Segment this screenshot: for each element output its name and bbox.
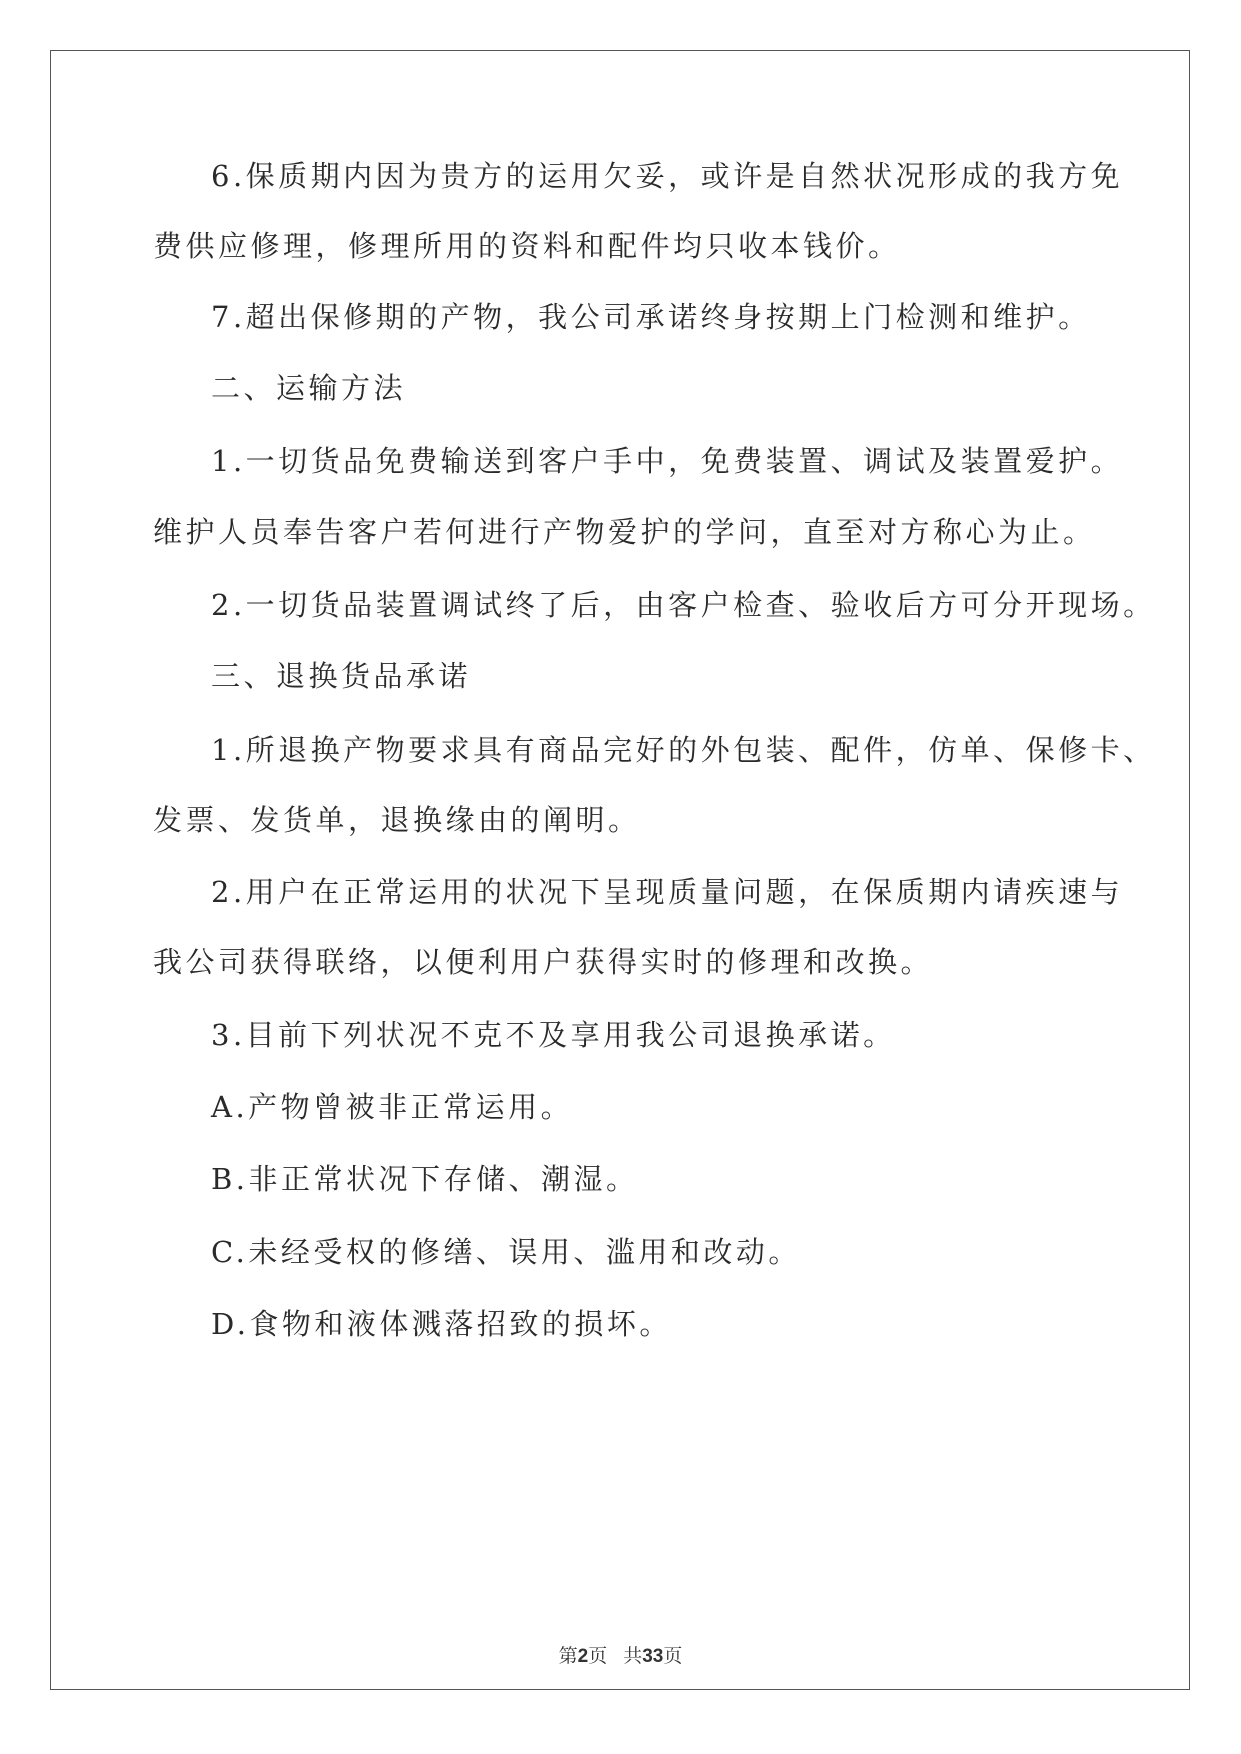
- section-heading-returns: 三、退换货品承诺: [211, 659, 472, 693]
- paragraph-transport-item-2: 2.一切货品装置调试终了后，由客户检查、验收后方可分开现场。: [211, 588, 1156, 622]
- paragraph-warranty-item-6-line-1: 6.保质期内因为贵方的运用欠妥，或许是自然状况形成的我方免: [211, 159, 1124, 193]
- paragraph-returns-item-3: 3.目前下列状况不克不及享用我公司退换承诺。: [211, 1018, 896, 1052]
- paragraph-returns-item-1-line-1: 1.所退换产物要求具有商品完好的外包装、配件，仿单、保修卡、: [211, 733, 1156, 767]
- paragraph-transport-item-1-line-1: 1.一切货品免费输送到客户手中，免费装置、调试及装置爱护。: [211, 444, 1124, 478]
- footer-page-suffix: 页: [588, 1646, 608, 1667]
- paragraph-warranty-item-7: 7.超出保修期的产物，我公司承诺终身按期上门检测和维护。: [211, 300, 1091, 334]
- list-item-a: A.产物曾被非正常运用。: [211, 1090, 574, 1124]
- list-item-c: C.未经受权的修缮、误用、滥用和改动。: [211, 1235, 801, 1269]
- paragraph-returns-item-2-line-2: 我公司获得联络，以便利用户获得实时的修理和改换。: [153, 945, 934, 979]
- page-footer: [0, 1645, 1241, 1669]
- footer-total-pages: 33: [642, 1646, 664, 1667]
- section-heading-transport: 二、运输方法: [211, 371, 407, 405]
- page-border: [50, 50, 1190, 1690]
- footer-page-prefix: 第: [558, 1646, 578, 1667]
- list-item-b: B.非正常状况下存储、潮湿。: [211, 1162, 639, 1196]
- footer-total-suffix: 页: [663, 1646, 683, 1667]
- paragraph-warranty-item-6-line-2: 费供应修理，修理所用的资料和配件均只收本钱价。: [153, 229, 901, 263]
- footer-page-number: 2: [577, 1646, 589, 1667]
- footer-total-prefix: 共: [623, 1646, 643, 1667]
- paragraph-transport-item-1-line-2: 维护人员奉告客户若何进行产物爱护的学问，直至对方称心为止。: [153, 515, 1096, 549]
- paragraph-returns-item-1-line-2: 发票、发货单，退换缘由的阐明。: [153, 803, 641, 837]
- list-item-d: D.食物和液体溅落招致的损坏。: [211, 1307, 672, 1341]
- paragraph-returns-item-2-line-1: 2.用户在正常运用的状况下呈现质量问题，在保质期内请疾速与: [211, 875, 1124, 909]
